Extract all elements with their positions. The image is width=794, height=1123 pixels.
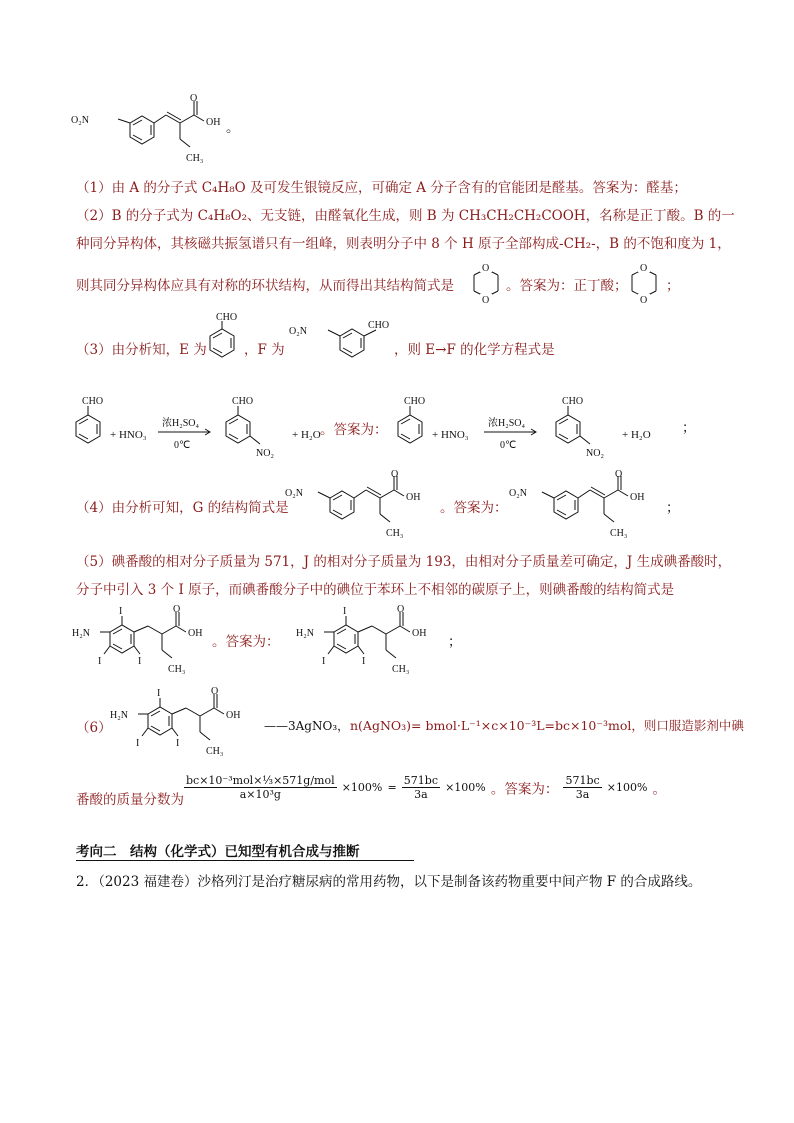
structure-g-1 [284, 470, 444, 542]
svg-text:+ H₂O: + H₂O [292, 429, 321, 441]
answer-part-6-label: （6） [76, 720, 112, 736]
svg-text:I: I [136, 738, 140, 749]
svg-text:O: O [173, 604, 181, 615]
p0-end: 。 [226, 120, 240, 136]
answer-part-5-line1: （5）碘番酸的相对分子质量为 571，J 的相对分子质量为 193，由相对分子质量差可确定，J 生成碘番酸时， [76, 554, 732, 570]
answer-part-1: （1）由 A 的分子式 C₄H₈O 及可发生银镜反应，可确定 A 分子含有的官能团是醛基。答案为：醛基； [76, 180, 687, 196]
svg-text:H₂N: H₂N [296, 628, 314, 639]
svg-text:+ HNO₃: + HNO₃ [110, 429, 147, 441]
fraction-1: $\frac{\text{bc×10⁻³mol×⅓×571g/mol}}{\text{a×10³g}}$ [186, 774, 335, 801]
answer-part-4-a: （4）由分析可知，G 的结构简式是 [76, 500, 289, 516]
dioxane-structure-2 [624, 258, 664, 308]
svg-text:OH: OH [630, 492, 645, 503]
svg-text:O₂N: O₂N [289, 326, 307, 337]
structure-g-top [70, 93, 230, 171]
question-2: 2．（2023 福建卷）沙格列汀是治疗糖尿病的常用药物，以下是制备该药物重要中间产物 F 的合成路线。 [76, 874, 702, 890]
svg-text:O: O [391, 470, 399, 480]
answer-part-3-c: ，则 E→F 的化学方程式是 [394, 342, 555, 358]
structure-g-2 [508, 470, 668, 542]
svg-text:CHO: CHO [404, 396, 426, 407]
svg-text:I: I [176, 738, 180, 749]
reaction-equation-2 [392, 382, 692, 462]
answer-part-5-line2: 分子中引入 3 个 I 原子，而碘番酸分子中的碘位于苯环上不相邻的碳原子上，则碘番酸的结构简式是 [76, 582, 675, 598]
svg-text:OH: OH [412, 628, 427, 639]
answer-part-6-line2a: 番酸的质量分数为 [76, 792, 184, 808]
svg-text:O: O [211, 686, 219, 697]
svg-text:CH₃: CH₃ [168, 664, 186, 675]
answer-part-5-answer: 。答案为： [212, 634, 280, 650]
svg-text:I: I [157, 688, 161, 699]
svg-text:CHO: CHO [216, 312, 238, 323]
answer-part-2-line3c: ； [666, 278, 680, 294]
answer-part-3-answer: 。答案为： [320, 422, 388, 438]
svg-text:+ HNO₃: + HNO₃ [432, 429, 469, 441]
svg-text:OH: OH [406, 492, 421, 503]
svg-text:CHO: CHO [562, 396, 584, 407]
fraction-3: $\frac{571bc}{3a}$ [565, 774, 600, 801]
mass-fraction-expression: $\frac{\text{bc×10⁻³mol×⅓×571g/mol}}{\text{a×10³g}}$ ×100% = $\frac{571bc}{3a}$ ×100% 。答案为： $\frac{571bc}{3a}$ ×100% 。 [186, 774, 667, 801]
svg-text:NO₂: NO₂ [586, 448, 604, 459]
svg-text:CH₃: CH₃ [206, 746, 224, 757]
svg-text:I: I [343, 606, 347, 617]
structure-iopanoic-acid-2 [294, 602, 454, 686]
svg-text:O: O [190, 93, 198, 104]
answer-part-4-end: ； [666, 500, 680, 516]
svg-text:O: O [397, 604, 405, 615]
p6-n-agno3: n(AgNO₃)= bmol·L⁻¹×c×10⁻³L=bc×10⁻³mol，则口服造影剂中碘 [350, 718, 744, 733]
structure-f-nitrobenzaldehyde [288, 312, 408, 370]
svg-text:O: O [640, 295, 648, 306]
svg-text:I: I [362, 656, 366, 667]
answer-part-3-a: （3）由分析知，E 为 [76, 342, 207, 358]
answer-part-4-b: 。答案为： [440, 500, 508, 516]
svg-text:CH₃: CH₃ [392, 664, 410, 675]
svg-text:I: I [119, 606, 123, 617]
fraction-2: $\frac{571bc}{3a}$ [403, 774, 438, 801]
svg-text:I: I [138, 656, 142, 667]
svg-text:0℃: 0℃ [174, 440, 191, 451]
svg-text:O: O [482, 263, 490, 274]
svg-text:浓H₂SO₄: 浓H₂SO₄ [162, 418, 199, 429]
svg-text:I: I [322, 656, 326, 667]
no2-label: O₂N [71, 115, 89, 126]
svg-text:CH₃: CH₃ [186, 153, 204, 164]
svg-text:+ H₂O: + H₂O [622, 429, 651, 441]
svg-text:CHO: CHO [368, 320, 390, 331]
dioxane-structure-1 [466, 258, 506, 308]
svg-text:NO₂: NO₂ [256, 448, 274, 459]
answer-part-3-b: ，F 为 [244, 342, 285, 358]
section-title: 考向二 结构（化学式）已知型有机合成与推断 [76, 844, 360, 860]
structure-iopanoic-acid-3 [108, 684, 268, 768]
svg-text:CH₃: CH₃ [610, 528, 628, 539]
structure-iopanoic-acid-1 [70, 602, 230, 686]
structure-e-benzaldehyde [200, 312, 250, 370]
answer-part-3-end: ； [682, 420, 696, 436]
svg-text:I: I [98, 656, 102, 667]
svg-text:0℃: 0℃ [500, 440, 517, 451]
answer-part-2-line3b: 。答案为：正丁酸； [506, 278, 628, 294]
svg-text:浓H₂SO₄: 浓H₂SO₄ [488, 418, 525, 429]
answer-part-2-line3a: 则其同分异构体应具有对称的环状结构，从而得出其结构简式是 [76, 278, 454, 294]
svg-text:CHO: CHO [82, 396, 104, 407]
svg-text:O₂N: O₂N [509, 488, 527, 499]
svg-text:O: O [615, 470, 623, 480]
svg-text:CHO: CHO [232, 396, 254, 407]
answer-part-2-line2: 种同分异构体，其核磁共振氢谱只有一组峰，则表明分子中 8 个 H 原子全部构成-CH₂-，B 的不饱和度为 1， [76, 236, 731, 252]
svg-text:O: O [640, 263, 648, 274]
svg-text:O₂N: O₂N [285, 488, 303, 499]
svg-text:H₂N: H₂N [110, 710, 128, 721]
answer-part-2-line1: （2）B 的分子式为 C₄H₈O₂、无支链，由醛氧化生成，则 B 为 CH₃CH₂CH₂COOH，名称是正丁酸。B 的一 [76, 208, 735, 224]
svg-text:H₂N: H₂N [72, 628, 90, 639]
svg-text:OH: OH [206, 117, 221, 128]
p6-chain: ——3AgNO₃， [264, 719, 350, 733]
svg-text:OH: OH [226, 710, 241, 721]
svg-text:OH: OH [188, 628, 203, 639]
answer-part-5-end: ； [448, 634, 462, 650]
svg-text:O: O [482, 295, 490, 306]
svg-text:CH₃: CH₃ [386, 528, 404, 539]
